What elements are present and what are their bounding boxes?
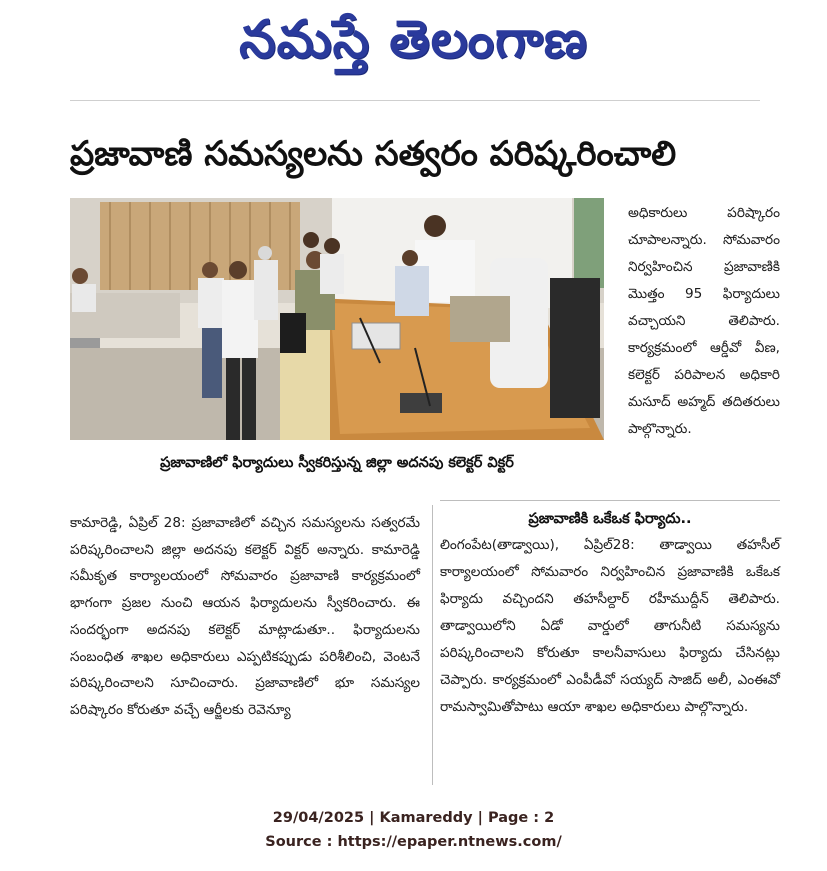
article-photo — [70, 198, 604, 440]
masthead — [0, 0, 827, 95]
photo-caption: ప్రజావాణిలో ఫిర్యాదులు స్వీకరిస్తున్న జిల్లా అదనపు కలెక్టర్ విక్టర్ — [160, 455, 514, 471]
footer-meta: 29/04/2025 | Kamareddy | Page : 2 — [272, 810, 555, 826]
article-body-column: కామారెడ్డి, ఏప్రిల్ 28: ప్రజావాణిలో వచ్చిన సమస్యలను సత్వరమే పరిష్కరించాలని జిల్లా అదనపు కలెక్టర్ విక్టర్ అన్నారు. కామారెడ్డి సమీకృత కార్యాలయంలో సోమవారం ప్రజావాణి కార్యక్రమంలో భాగంగా ప్రజల నుంచి ఆయన ఫిర్యాదులను స్వీకరించారు. ఈ సందర్భంగా అదనపు కలెక్టర్ మాట్లాడుతూ.. ఫిర్యాదులను సంబంధిత శాఖల అధికారులు ఎప్పటికప్పుడు పరిశీలించి, వెంటనే పరిష్కరించాలని సూచించారు. ప్రజావాణిలో భూ సమస్యల పరిష్కారం కోరుతూ వచ్చే ఆర్జీలకు రెవెన్యూ — [70, 515, 420, 718]
masthead-divider — [70, 100, 760, 101]
article-right-column: అధికారులు పరిష్కారం చూపాలన్నారు. సోమవారం నిర్వహించిన ప్రజావాణికి మొత్తం 95 ఫిర్యాదులు వచ్చాయని తెలిపారు. కార్యక్రమంలో ఆర్డీవో వీణ, కలెక్టర్ పరిపాలన అధికారి మసూద్ అహ్మద్ తదితరులు పాల్గొన్నారు. — [628, 205, 780, 437]
sub-article-body: లింగంపేట(తాడ్వాయి), ఏప్రిల్28: తాడ్వాయి తహసీల్ కార్యాలయంలో సోమవారం నిర్వహించిన ప్రజావాణికి ఒకేఒక ఫిర్యాదు వచ్చిందని తహసీల్దార్ రహీముద్దీన్ తెలిపారు. తాడ్వాయిలోని ఏడో వార్డులో తాగునీటి సమస్యను పరిష్కరించాలని కోరుతూ కాలనీవాసులు ఫిర్యాదు చేసినట్లు చెప్పారు. కార్యక్రమంలో ఎంపీడీవో సయ్యద్ సాజిద్ అలీ, ఎంఈవో రామస్వామితోపాటు ఆయా శాఖల అధికారులు పాల్గొన్నారు. — [440, 537, 780, 715]
column-divider — [432, 505, 433, 785]
grievance-meeting-photo — [70, 198, 604, 440]
subsection-divider — [440, 500, 780, 501]
newspaper-logo: నమస్తే తెలంగాణ — [239, 9, 588, 70]
sub-article-heading: ప్రజావాణికి ఒకేఒక ఫిర్యాదు.. — [528, 511, 692, 527]
footer-source: Source : https://epaper.ntnews.com/ — [265, 834, 562, 850]
page-footer — [0, 806, 827, 854]
article-headline: ప్రజావాణి సమస్యలను సత్వరం పరిష్కరించాలి — [70, 134, 677, 174]
